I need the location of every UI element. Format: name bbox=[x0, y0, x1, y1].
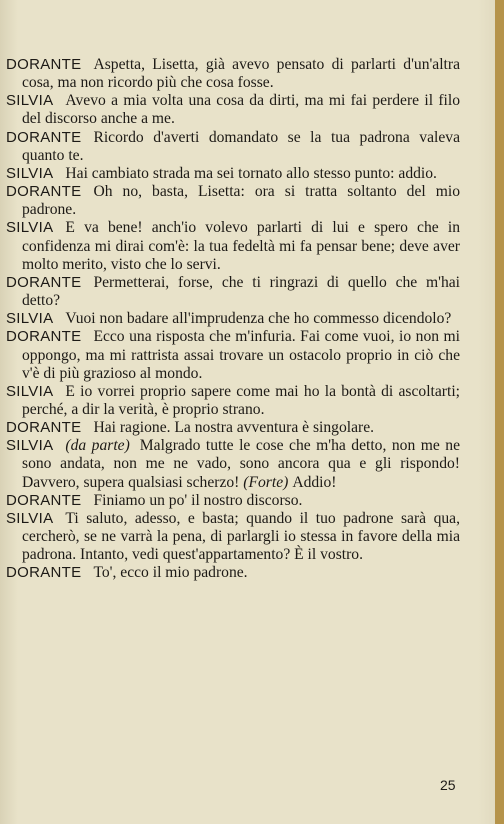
speaker-name: DORANTE bbox=[6, 564, 82, 582]
speaker-name: DORANTE bbox=[6, 419, 82, 437]
speech-text: Vuoi non badare all'imprudenza che ho commesso dicendolo? bbox=[65, 310, 452, 328]
page-edge bbox=[495, 0, 504, 824]
speaker-name: SILVIA bbox=[6, 164, 54, 182]
speech-text: Permetterai, forse, che ti ringrazi di quello che m'hai detto? bbox=[22, 273, 460, 310]
speech-14 bbox=[6, 510, 460, 564]
speech-13 bbox=[6, 492, 460, 510]
speech-10 bbox=[6, 383, 460, 419]
speech-4 bbox=[6, 165, 460, 183]
speech-text: To', ecco il mio padrone. bbox=[93, 564, 248, 582]
speech-text: Hai cambiato strada ma sei tornato allo stesso punto: addio. bbox=[65, 164, 437, 182]
speech-6 bbox=[6, 219, 460, 273]
speech-text: E va bene! anch'io volevo parlarti di lui e spero che in confidenza mi dirai com'è: la tua fedeltà mi fa pensar bene; deve aver molto merito, visto che lo servi. bbox=[22, 219, 460, 273]
speaker-name: SILVIA bbox=[6, 310, 54, 328]
speech-9 bbox=[6, 328, 460, 382]
dialogue-text bbox=[6, 56, 460, 583]
speaker-name: SILVIA bbox=[6, 509, 54, 527]
speech-text: Aspetta, Lisetta, già avevo pensato di parlarti d'un'altra cosa, ma non ricordo più che cosa fosse. bbox=[22, 56, 460, 92]
speech-11 bbox=[6, 419, 460, 437]
speech-1 bbox=[6, 56, 460, 92]
speech-text: Avevo a mia volta una cosa da dirti, ma mi fai perdere il filo del discorso anche a me. bbox=[22, 92, 460, 128]
speech-text: Ti saluto, adesso, e basta; quando il tuo padrone sarà qua, cercherò, se ne varrà la pena, di parlargli io stessa in favore della mia padrona. Intanto, vedi quest'appartamento? È il vostro. bbox=[22, 509, 460, 564]
speech-2 bbox=[6, 92, 460, 128]
speaker-name: SILVIA bbox=[6, 219, 54, 237]
speech-3 bbox=[6, 129, 460, 165]
speech-text: Oh no, basta, Lisetta: ora si tratta soltanto del mio padrone. bbox=[22, 183, 460, 219]
stage-direction: (da parte) bbox=[65, 437, 130, 455]
speech-5 bbox=[6, 183, 460, 219]
speech-text: Finiamo un po' il nostro discorso. bbox=[93, 491, 303, 509]
speech-text: Ecco una risposta che m'infuria. Fai come vuoi, io non mi oppongo, ma mi rattrista assai trovare un ostacolo proprio in ciò che v'è di più grazioso al mondo. bbox=[22, 328, 460, 382]
speaker-name: SILVIA bbox=[6, 382, 54, 400]
speaker-name: DORANTE bbox=[6, 491, 82, 509]
speaker-name: DORANTE bbox=[6, 56, 82, 73]
speech-text: Hai ragione. La nostra avventura è singolare. bbox=[93, 419, 375, 437]
speaker-name: SILVIA bbox=[6, 92, 54, 110]
speech-text: Ricordo d'averti domandato se la tua padrona valeva quanto te. bbox=[22, 128, 460, 164]
speech-8 bbox=[6, 310, 460, 328]
speech-12 bbox=[6, 437, 460, 491]
speech-15 bbox=[6, 564, 460, 582]
stage-direction: (Forte) bbox=[243, 473, 289, 491]
speech-text: Addio! bbox=[292, 473, 337, 491]
speaker-name: DORANTE bbox=[6, 273, 82, 291]
speaker-name: DORANTE bbox=[6, 128, 82, 146]
page-number: 25 bbox=[440, 777, 456, 793]
speech-text: E io vorrei proprio sapere come mai ho la bontà di ascoltarti; perché, a dir la verità, è proprio strano. bbox=[22, 382, 460, 418]
speaker-name: SILVIA bbox=[6, 437, 54, 455]
speaker-name: DORANTE bbox=[6, 328, 82, 346]
speech-text: Malgrado tutte le cose che m'ha detto, non me ne sono andata, non me ne vado, sono ancora qua e gli rispondo! Davvero, supera qualsiasi scherzo! bbox=[22, 437, 461, 491]
speaker-name: DORANTE bbox=[6, 183, 82, 201]
speech-7 bbox=[6, 274, 460, 310]
